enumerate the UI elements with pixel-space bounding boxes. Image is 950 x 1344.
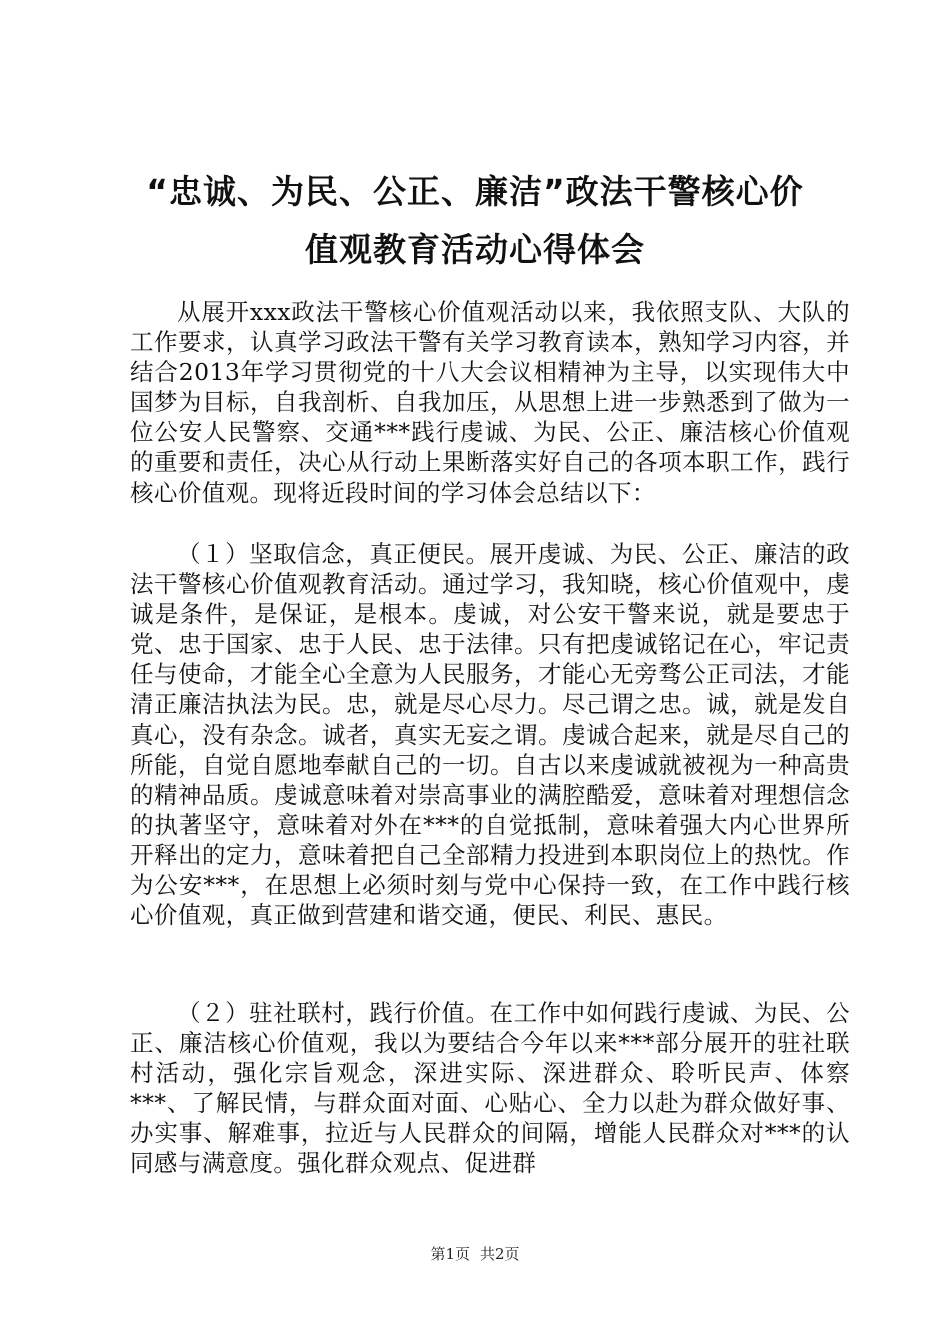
paragraph-text: （１）坚取信念，真正便民。展开虔诚、为民、公正、廉洁的政法干警核心价值观教育活动。通过学习，我知晓，核心价值观中，虔诚是条件，是保证，是根本。虔诚，对公安干警来说，就是要忠于党、忠于国家、忠于人民、忠于法律。只有把虔诚铭记在心，牢记责任与使命，才能全心全意为人民服务，才能心无旁骛公正司法，才能清正廉洁执法为民。忠，就是尽心尽力。尽己谓之忠。诚，就是发自真心，没有杂念。诚者，真实无妄之谓。虔诚合起来，就是尽自己的所能，自觉自愿地奉献自己的一切。自古以来虔诚就被视为一种高贵的精神品质。虔诚意味着对崇高事业的满腔酷爱，意味着对理想信念的执著坚守，意味着对外在***的自觉抵制，意味着强大内心世界所开释出的定力，意味着把自己全部精力投进到本职岗位上的热忱。作为公安***，在思想上必须时刻与党中心保持一致，在工作中践行核心价值观，真正做到营建和谐交通，便民、利民、惠民。 [130, 540, 850, 930]
page-number: 第1页 [430, 1245, 470, 1263]
page-total: 共2页 [480, 1245, 520, 1263]
document-title-line2: 值观教育活动心得体会 [305, 230, 645, 269]
body-paragraph-1 [130, 297, 850, 508]
page-footer [0, 1243, 950, 1264]
document-title-line1: “忠诚、为民、公正、廉洁”政法干警核心价 [146, 172, 804, 211]
paragraph-text: 从展开xxx政法干警核心价值观活动以来，我依照支队、大队的工作要求，认真学习政法干警有关学习教育读本，熟知学习内容，并结合2013年学习贯彻党的十八大会议相精神为主导，以实现伟大中国梦为目标，自我剖析、自我加压，从思想上进一步熟悉到了做为一位公安人民警察、交通***践行虔诚、为民、公正、廉洁核心价值观的重要和责任，决心从行动上果断落实好自己的各项本职工作，践行核心价值观。现将近段时间的学习体会总结以下： [130, 298, 850, 507]
body-paragraph-3 [130, 998, 850, 1179]
body-paragraph-2 [130, 539, 850, 930]
paragraph-text: （２）驻社联村，践行价值。在工作中如何践行虔诚、为民、公正、廉洁核心价值观，我以为要结合今年以来***部分展开的驻社联村活动，强化宗旨观念，深进实际、深进群众、聆听民声、体察***、了解民情，与群众面对面、心贴心、全力以赴为群众做好事、办实事、解难事，拉近与人民群众的间隔，增能人民群众对***的认同感与满意度。强化群众观点、促进群 [130, 999, 850, 1178]
